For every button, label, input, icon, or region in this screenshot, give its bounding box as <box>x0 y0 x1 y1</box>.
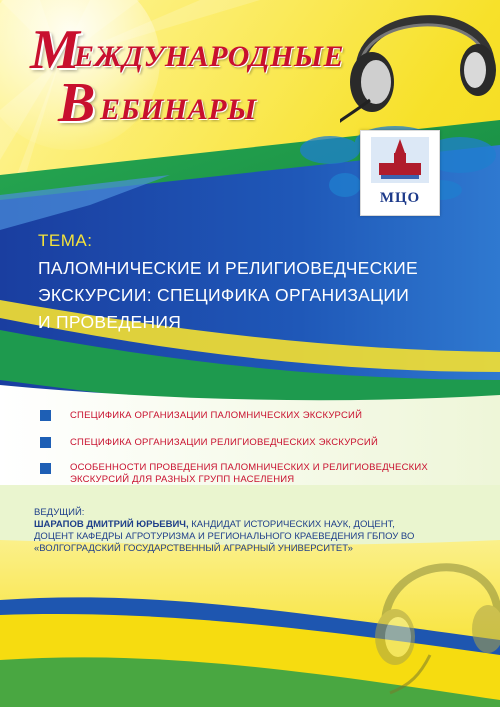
title-word-international: ЕЖДУНАРОДНЫЕ <box>74 40 345 73</box>
presenter-line-2: ДОЦЕНТ КАФЕДРЫ АГРОТУРИЗМА И РЕГИОНАЛЬНОГО КРАЕВЕДЕНИЯ ГБПОУ ВО <box>34 531 415 542</box>
title-initial-v: В <box>58 72 96 134</box>
mco-logo-text: МЦО <box>379 190 421 206</box>
bullet-square-icon <box>40 437 51 448</box>
presenter-line-3: «ВОЛГОГРАДСКИЙ ГОСУДАРСТВЕННЫЙ АГРАРНЫЙ УНИВЕРСИТЕТ» <box>34 543 353 554</box>
bullet-square-icon <box>40 463 51 474</box>
topic-line-3: И ПРОВЕДЕНИЯ <box>38 312 182 332</box>
presenter-name: ШАРАПОВ ДМИТРИЙ ЮРЬЕВИЧ, <box>34 519 189 530</box>
presenter-title: КАНДИДАТ ИСТОРИЧЕСКИХ НАУК, ДОЦЕНТ, <box>188 519 395 530</box>
presenter-line-1 <box>34 519 395 530</box>
presenter-label: ВЕДУЩИЙ: <box>34 507 85 518</box>
headset-icon <box>370 545 500 695</box>
bullet-item-3-line-2: ЭКСКУРСИЙ ДЛЯ РАЗНЫХ ГРУПП НАСЕЛЕНИЯ <box>70 474 295 485</box>
bullet-item-1: СПЕЦИФИКА ОРГАНИЗАЦИИ ПАЛОМНИЧЕСКИХ ЭКСКУРСИЙ <box>70 410 363 421</box>
title-initial-m: М <box>30 19 80 81</box>
bullet-item-3-line-1: ОСОБЕННОСТИ ПРОВЕДЕНИЯ ПАЛОМНИЧЕСКИХ И РЕЛИГИОВЕДЧЕСКИХ <box>70 462 428 473</box>
kremlin-tower-icon <box>361 131 439 189</box>
webinars-title <box>28 20 348 135</box>
topic-line-2: ЭКСКУРСИИ: СПЕЦИФИКА ОРГАНИЗАЦИИ <box>38 285 410 305</box>
headset-icon <box>340 0 500 130</box>
topic-line-1: ПАЛОМНИЧЕСКИЕ И РЕЛИГИОВЕДЧЕСКИЕ <box>38 258 418 278</box>
bullet-item-2: СПЕЦИФИКА ОРГАНИЗАЦИИ РЕЛИГИОВЕДЧЕСКИХ ЭКСКУРСИЙ <box>70 437 378 448</box>
title-word-webinars: ЕБИНАРЫ <box>100 93 257 126</box>
topic-label: ТЕМА: <box>38 231 93 250</box>
mco-logo <box>360 130 440 216</box>
bullet-square-icon <box>40 410 51 421</box>
